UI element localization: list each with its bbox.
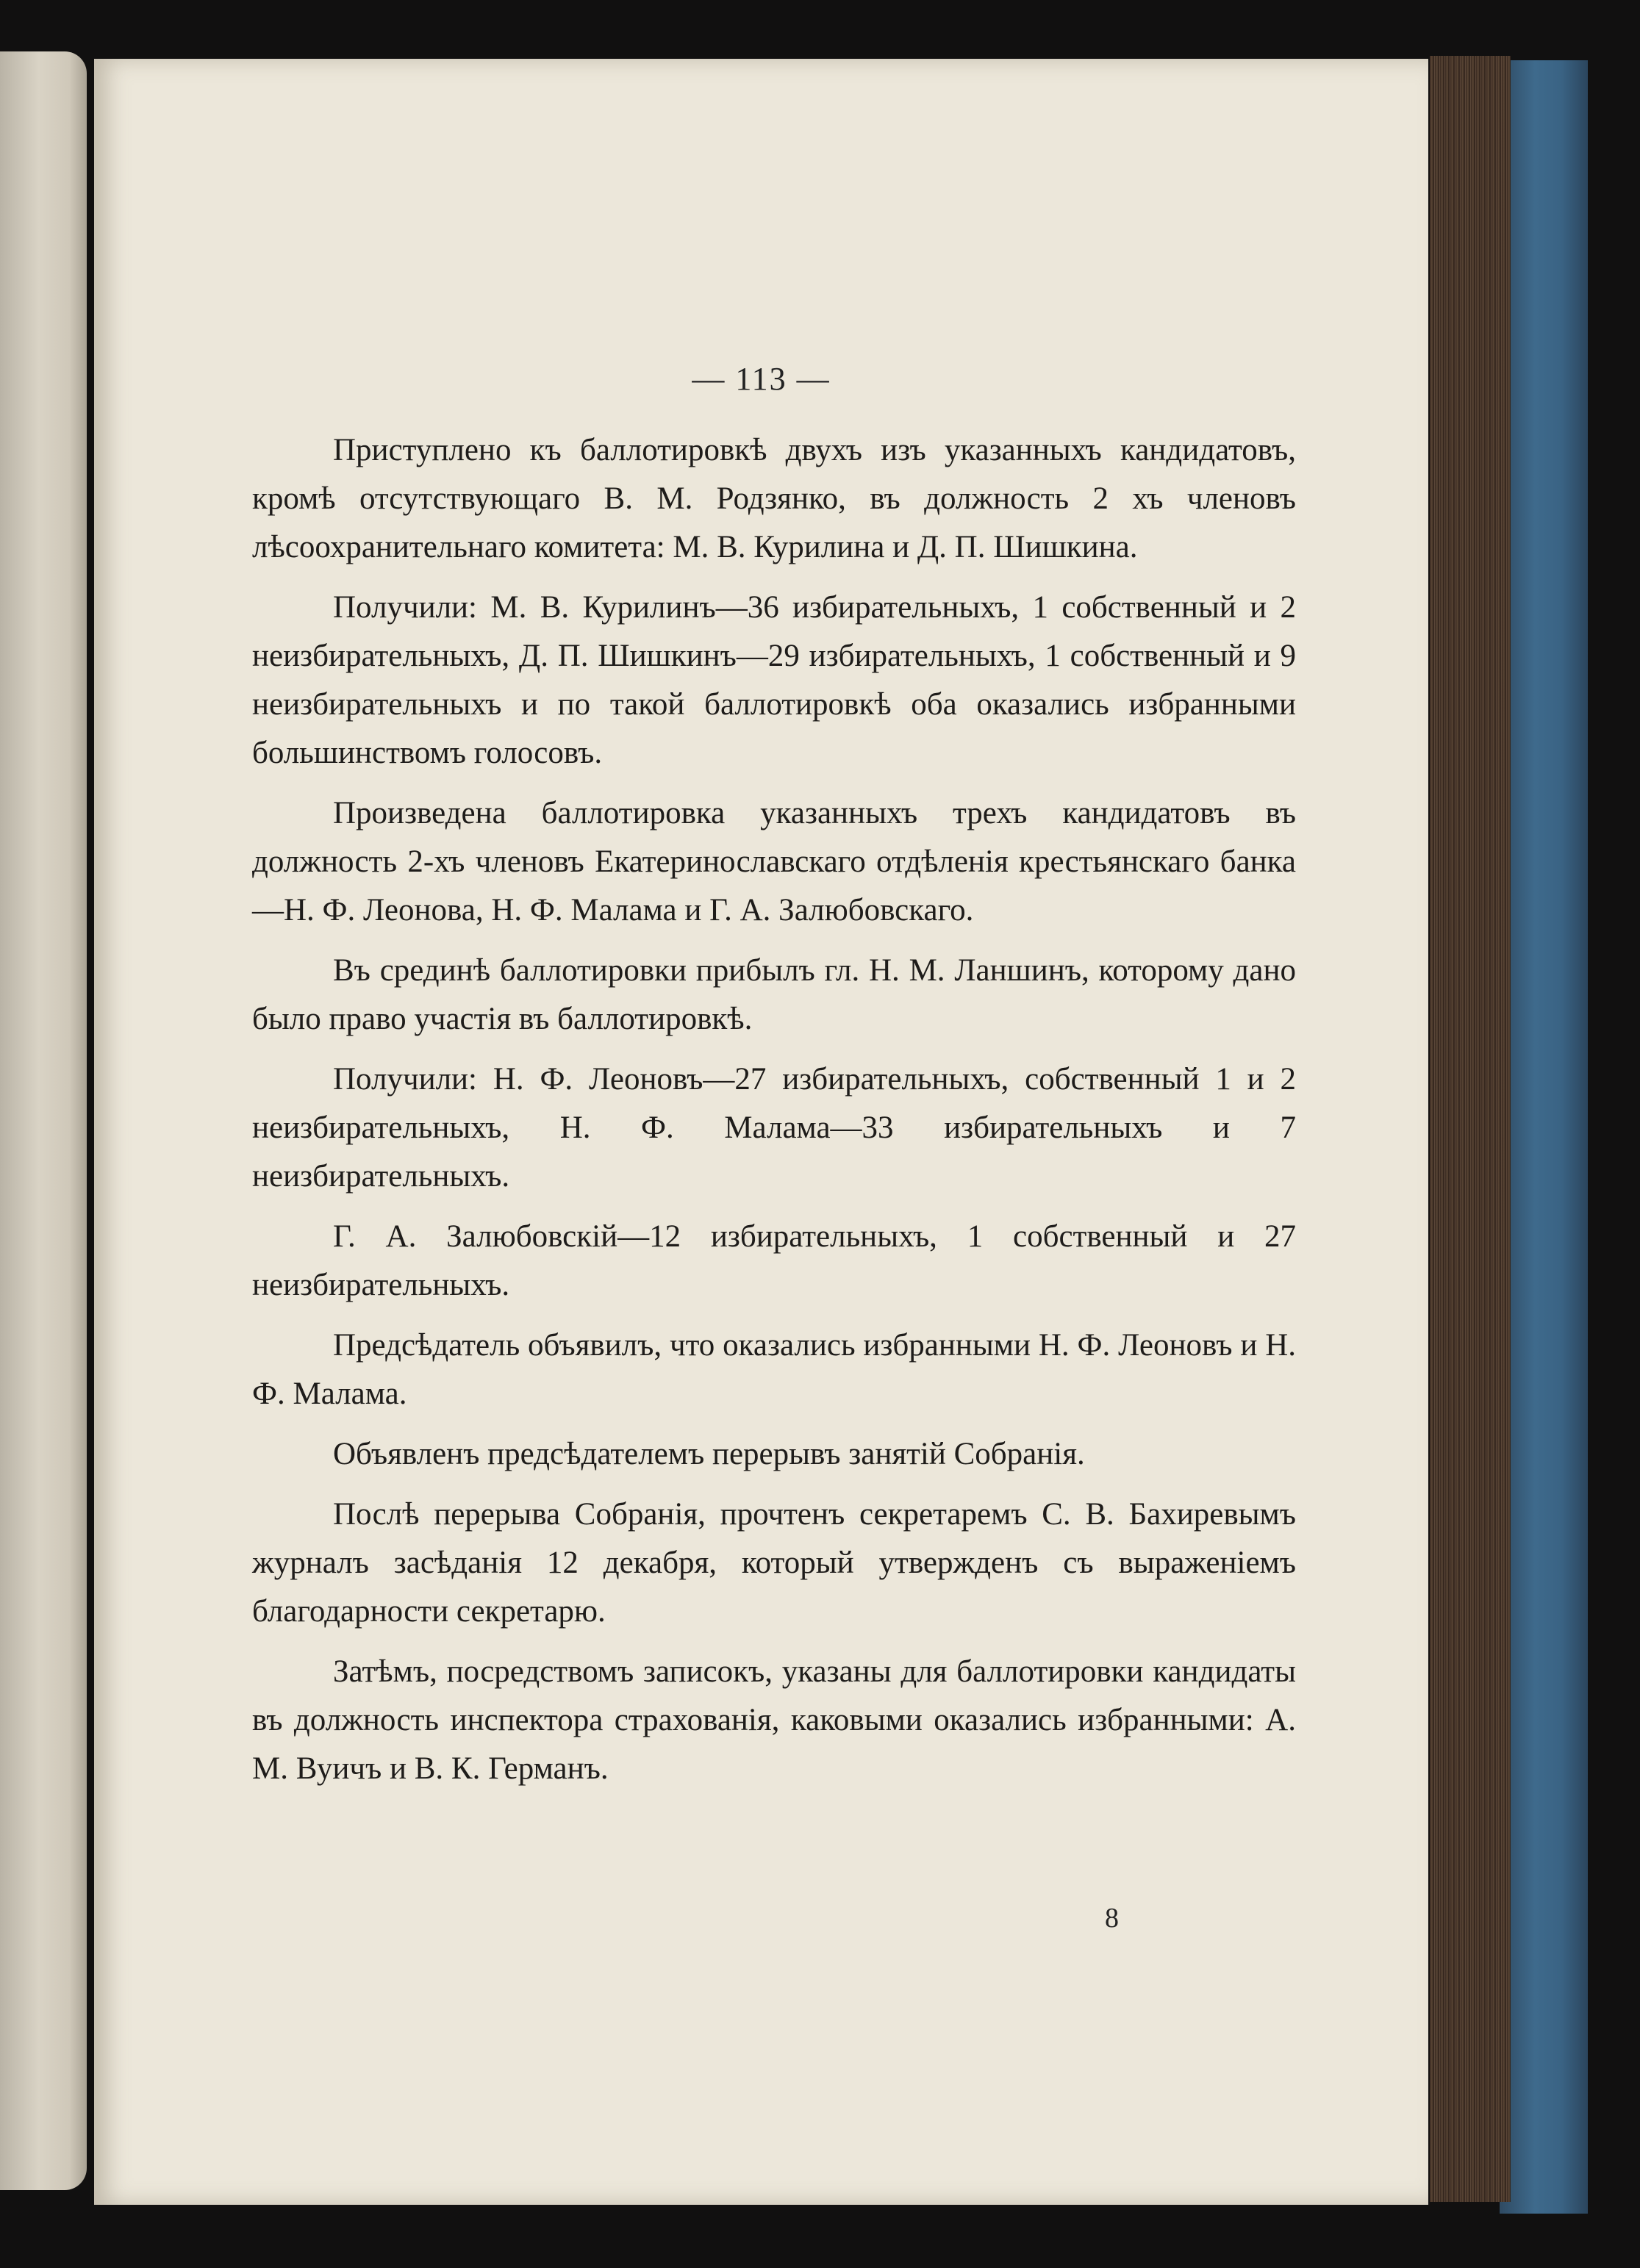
paragraph: Получили: М. В. Курилинъ—36 избирательныхъ, 1 собственный и 2 неизбирательныхъ, Д. П. Шишкинъ—29 избирательныхъ, 1 собственный и 9 неизбирательныхъ и по такой баллотировкѣ оба оказались избранными большинствомъ голосовъ.	[252, 590, 1296, 770]
paragraph: Произведена баллотировка указанныхъ трехъ кандидатовъ въ должность 2-хъ членовъ Екатеринославскаго отдѣленія крестьянскаго банка—Н. Ф. Леонова, Н. Ф. Малама и Г. А. Залюбовскаго.	[252, 796, 1296, 927]
paragraph: Получили: Н. Ф. Леоновъ—27 избирательныхъ, собственный 1 и 2 неизбирательныхъ, Н. Ф. Малама—33 избирательныхъ и 7 неизбирательныхъ.	[252, 1062, 1296, 1194]
page-number: — 113 —	[692, 361, 831, 397]
paragraph: Затѣмъ, посредствомъ записокъ, указаны для баллотировки кандидаты въ должность инспектора страхованія, каковыми оказались избранными: А. М. Вуичъ и В. К. Германъ.	[252, 1654, 1296, 1786]
paragraph: Предсѣдатель объявилъ, что оказались избранными Н. Ф. Леоновъ и Н. Ф. Малама.	[252, 1328, 1296, 1411]
book-page	[94, 59, 1428, 2205]
paragraph: Г. А. Залюбовскій—12 избирательныхъ, 1 собственный и 27 неизбирательныхъ.	[252, 1219, 1296, 1302]
signature-mark: 8	[1105, 1903, 1119, 1934]
page-text	[252, 426, 1296, 1805]
page-stack-edge	[1430, 56, 1511, 2202]
paragraph: Въ срединѣ баллотировки прибылъ гл. Н. М. Ланшинъ, которому дано было право участія въ баллотировкѣ.	[252, 953, 1296, 1036]
paragraph: Объявленъ предсѣдателемъ перерывъ занятій Собранія.	[333, 1437, 1085, 1471]
paragraph: Приступлено къ баллотировкѣ двухъ изъ указанныхъ кандидатовъ, кромѣ отсутствующаго В. М. Родзянко, въ должность 2 хъ членовъ лѣсоохранительнаго комитета: М. В. Курилина и Д. П. Шишкина.	[252, 433, 1296, 564]
paragraph: Послѣ перерыва Собранія, прочтенъ секретаремъ С. В. Бахиревымъ журналъ засѣданія 12 декабря, который утвержденъ съ выраженіемъ благодарности секретарю.	[252, 1497, 1296, 1629]
book-cover	[1500, 60, 1588, 2214]
facing-page-edge	[0, 51, 87, 2190]
